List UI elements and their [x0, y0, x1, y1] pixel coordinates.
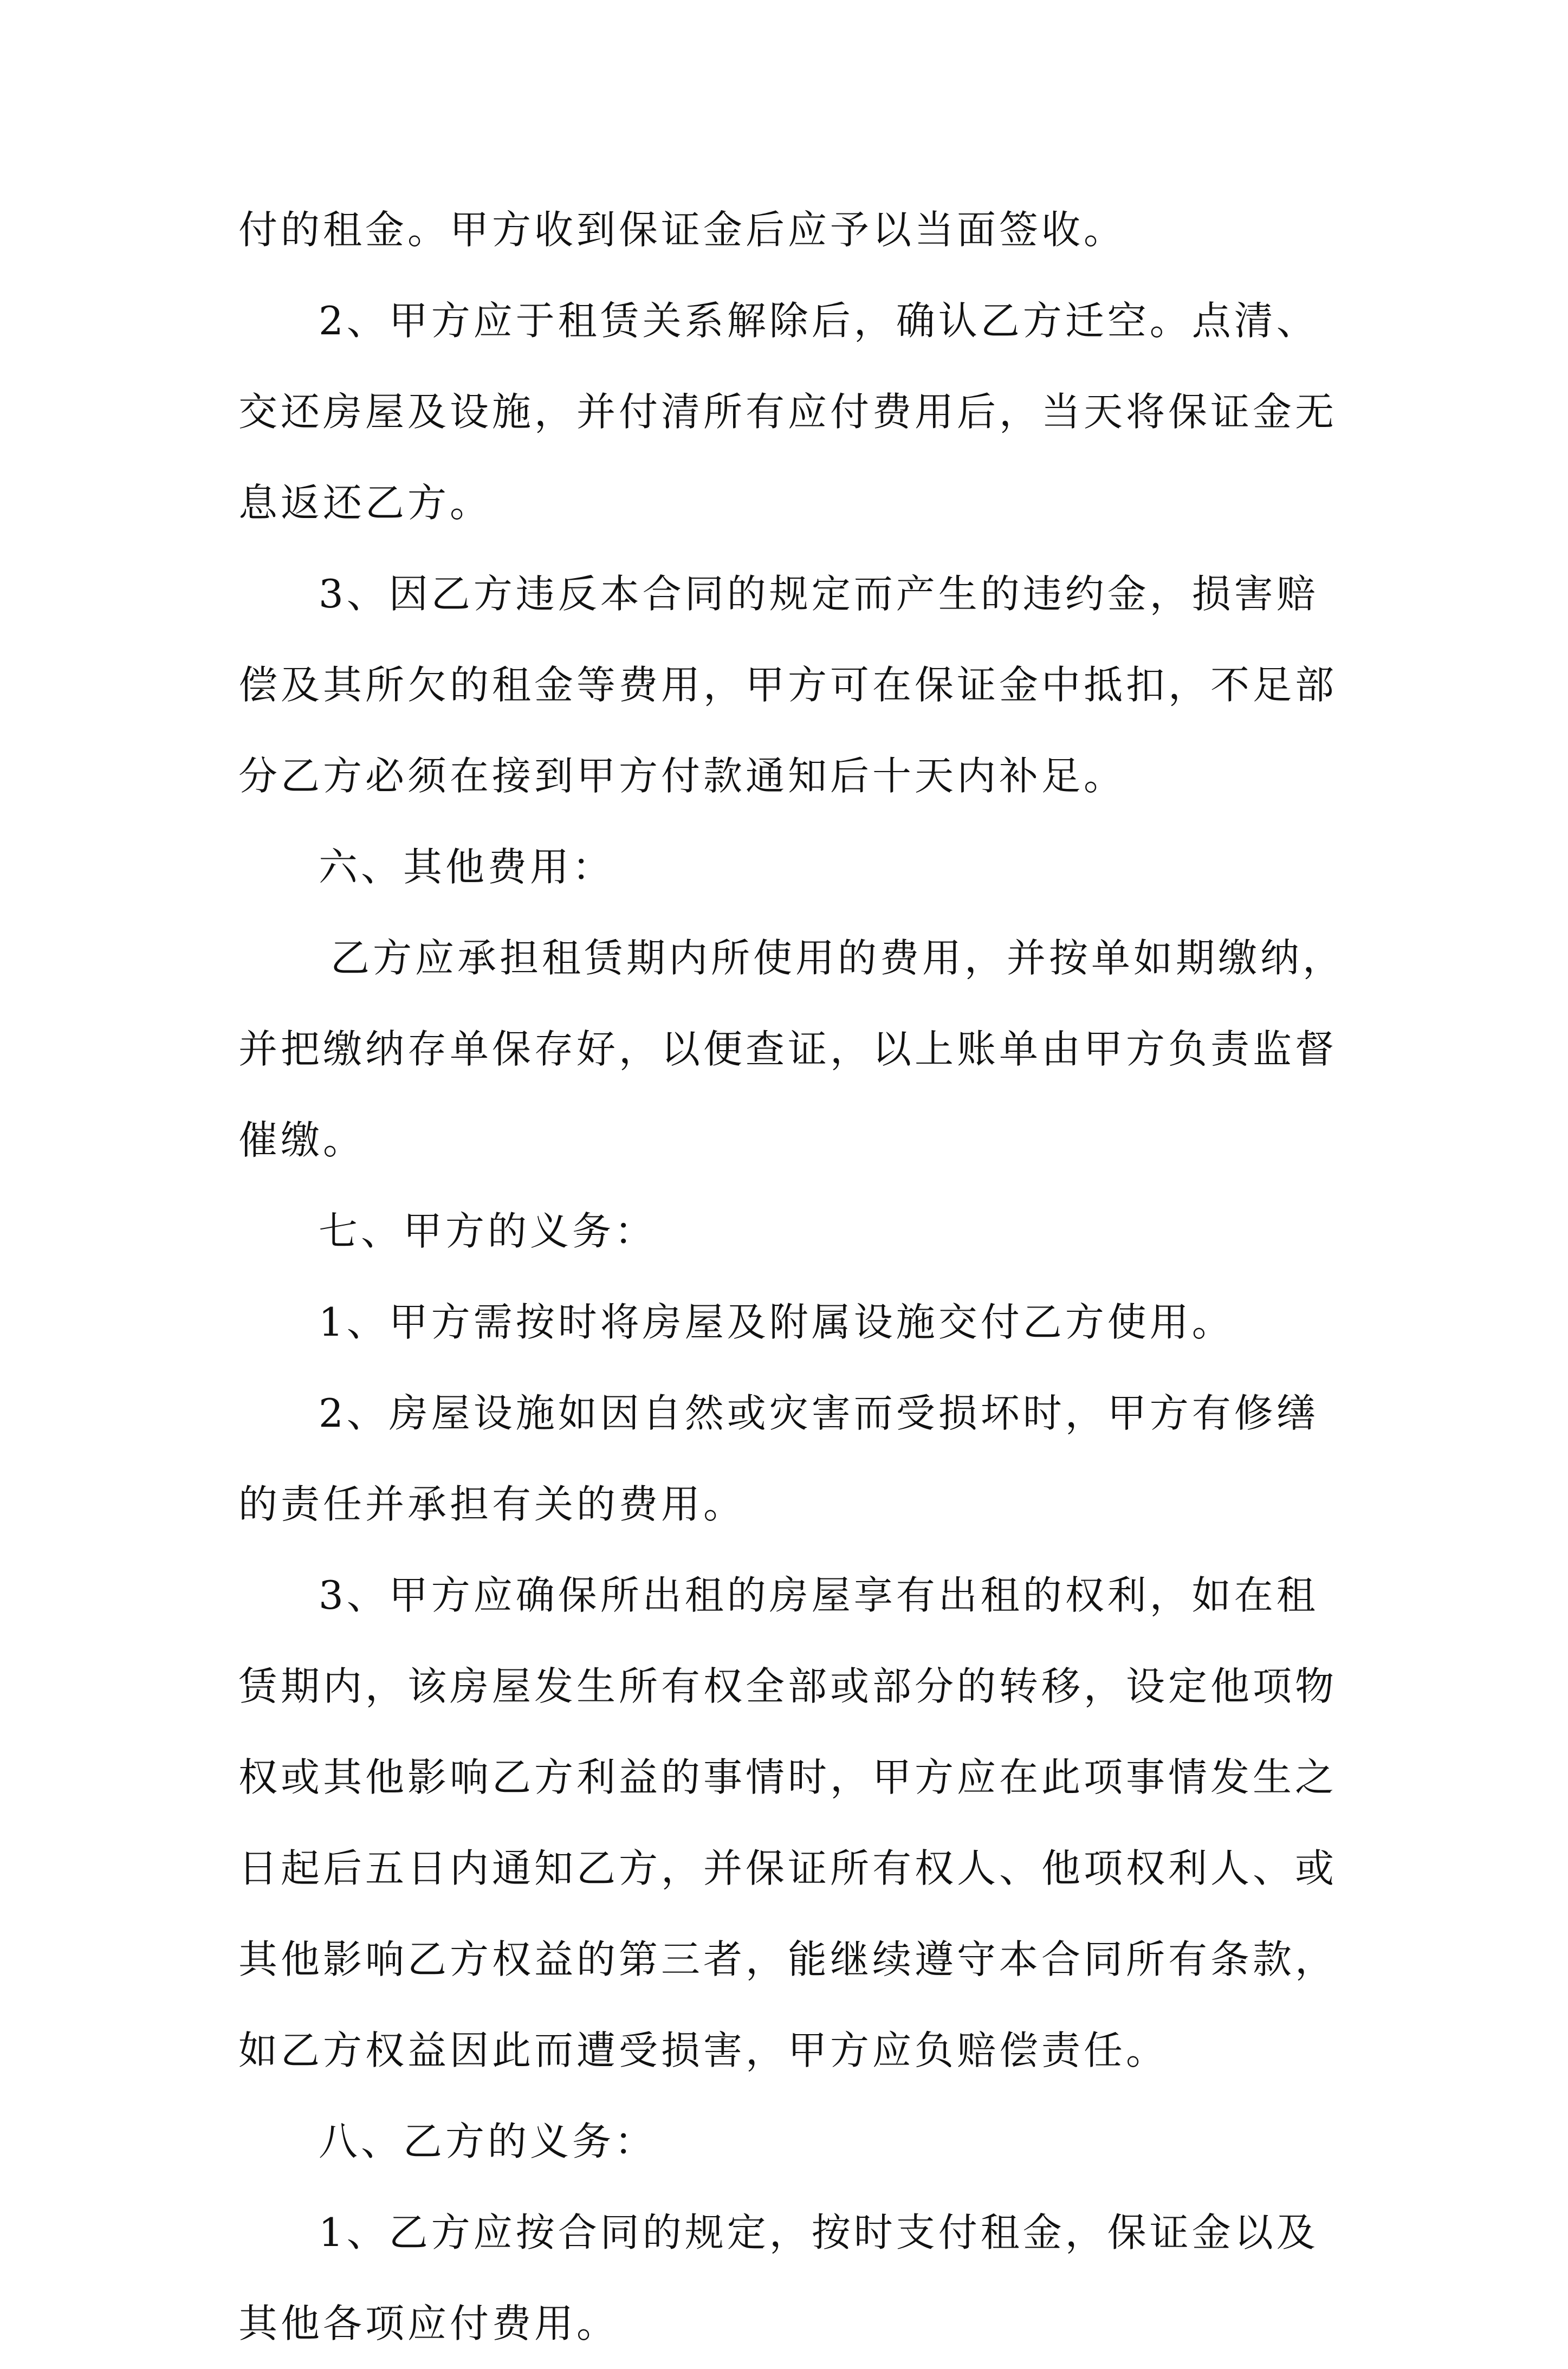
text-line: 2、甲方应于租赁关系解除后，确认乙方迁空。点清、 — [319, 298, 1319, 344]
text-line: 催缴。 — [238, 1117, 366, 1163]
text-line: 日起后五日内通知乙方，并保证所有权人、他项权利人、或 — [238, 1846, 1338, 1891]
text-line: 八、乙方的义务： — [319, 2119, 657, 2164]
section-heading — [238, 1186, 1355, 1277]
text-line: 乙方应承担租赁期内所使用的费用，并按单如期缴纳， — [331, 935, 1345, 981]
paragraph — [238, 1368, 1355, 1550]
paragraph — [238, 1550, 1355, 2096]
text-line: 息返还乙方。 — [238, 480, 493, 526]
paragraph — [238, 548, 1355, 821]
text-line: 1、甲方需按时将房屋及附属设施交付乙方使用。 — [319, 1299, 1234, 1345]
paragraph — [238, 2187, 1355, 2369]
paragraph — [238, 912, 1355, 1186]
text-line: 的责任并承担有关的费用。 — [238, 1481, 746, 1527]
text-line: 2、房屋设施如因自然或灾害而受损坏时，甲方有修缮 — [319, 1390, 1319, 1436]
paragraph — [238, 1277, 1355, 1368]
text-line: 偿及其所欠的租金等费用，甲方可在保证金中抵扣，不足部 — [238, 662, 1338, 708]
text-line: 其他各项应付费用。 — [238, 2301, 619, 2346]
section-heading — [238, 821, 1355, 912]
paragraph — [238, 184, 1355, 275]
document-body — [238, 184, 1355, 2369]
section-heading — [238, 2096, 1355, 2187]
text-line: 交还房屋及设施，并付清所有应付费用后，当天将保证金无 — [238, 389, 1338, 435]
text-line: 赁期内，该房屋发生所有权全部或部分的转移，设定他项物 — [238, 1664, 1338, 1709]
text-line: 3、甲方应确保所出租的房屋享有出租的权利，如在租 — [319, 1572, 1319, 1618]
text-line: 六、其他费用： — [319, 844, 615, 890]
text-line: 1、乙方应按合同的规定，按时支付租金，保证金以及 — [319, 2210, 1319, 2255]
paragraph — [238, 275, 1355, 548]
text-line: 分乙方必须在接到甲方付款通知后十天内补足。 — [238, 753, 1126, 799]
text-line: 付的租金。甲方收到保证金后应予以当面签收。 — [238, 207, 1126, 253]
text-line: 其他影响乙方权益的第三者，能继续遵守本合同所有条款， — [238, 1937, 1338, 1982]
text-line: 权或其他影响乙方利益的事情时，甲方应在此项事情发生之 — [238, 1755, 1338, 1800]
text-line: 如乙方权益因此而遭受损害，甲方应负赔偿责任。 — [238, 2028, 1169, 2073]
text-line: 3、因乙方违反本合同的规定而产生的违约金，损害赔 — [319, 571, 1319, 617]
text-line: 七、甲方的义务： — [319, 1208, 657, 1254]
text-line: 并把缴纳存单保存好，以便查证，以上账单由甲方负责监督 — [238, 1026, 1338, 1072]
